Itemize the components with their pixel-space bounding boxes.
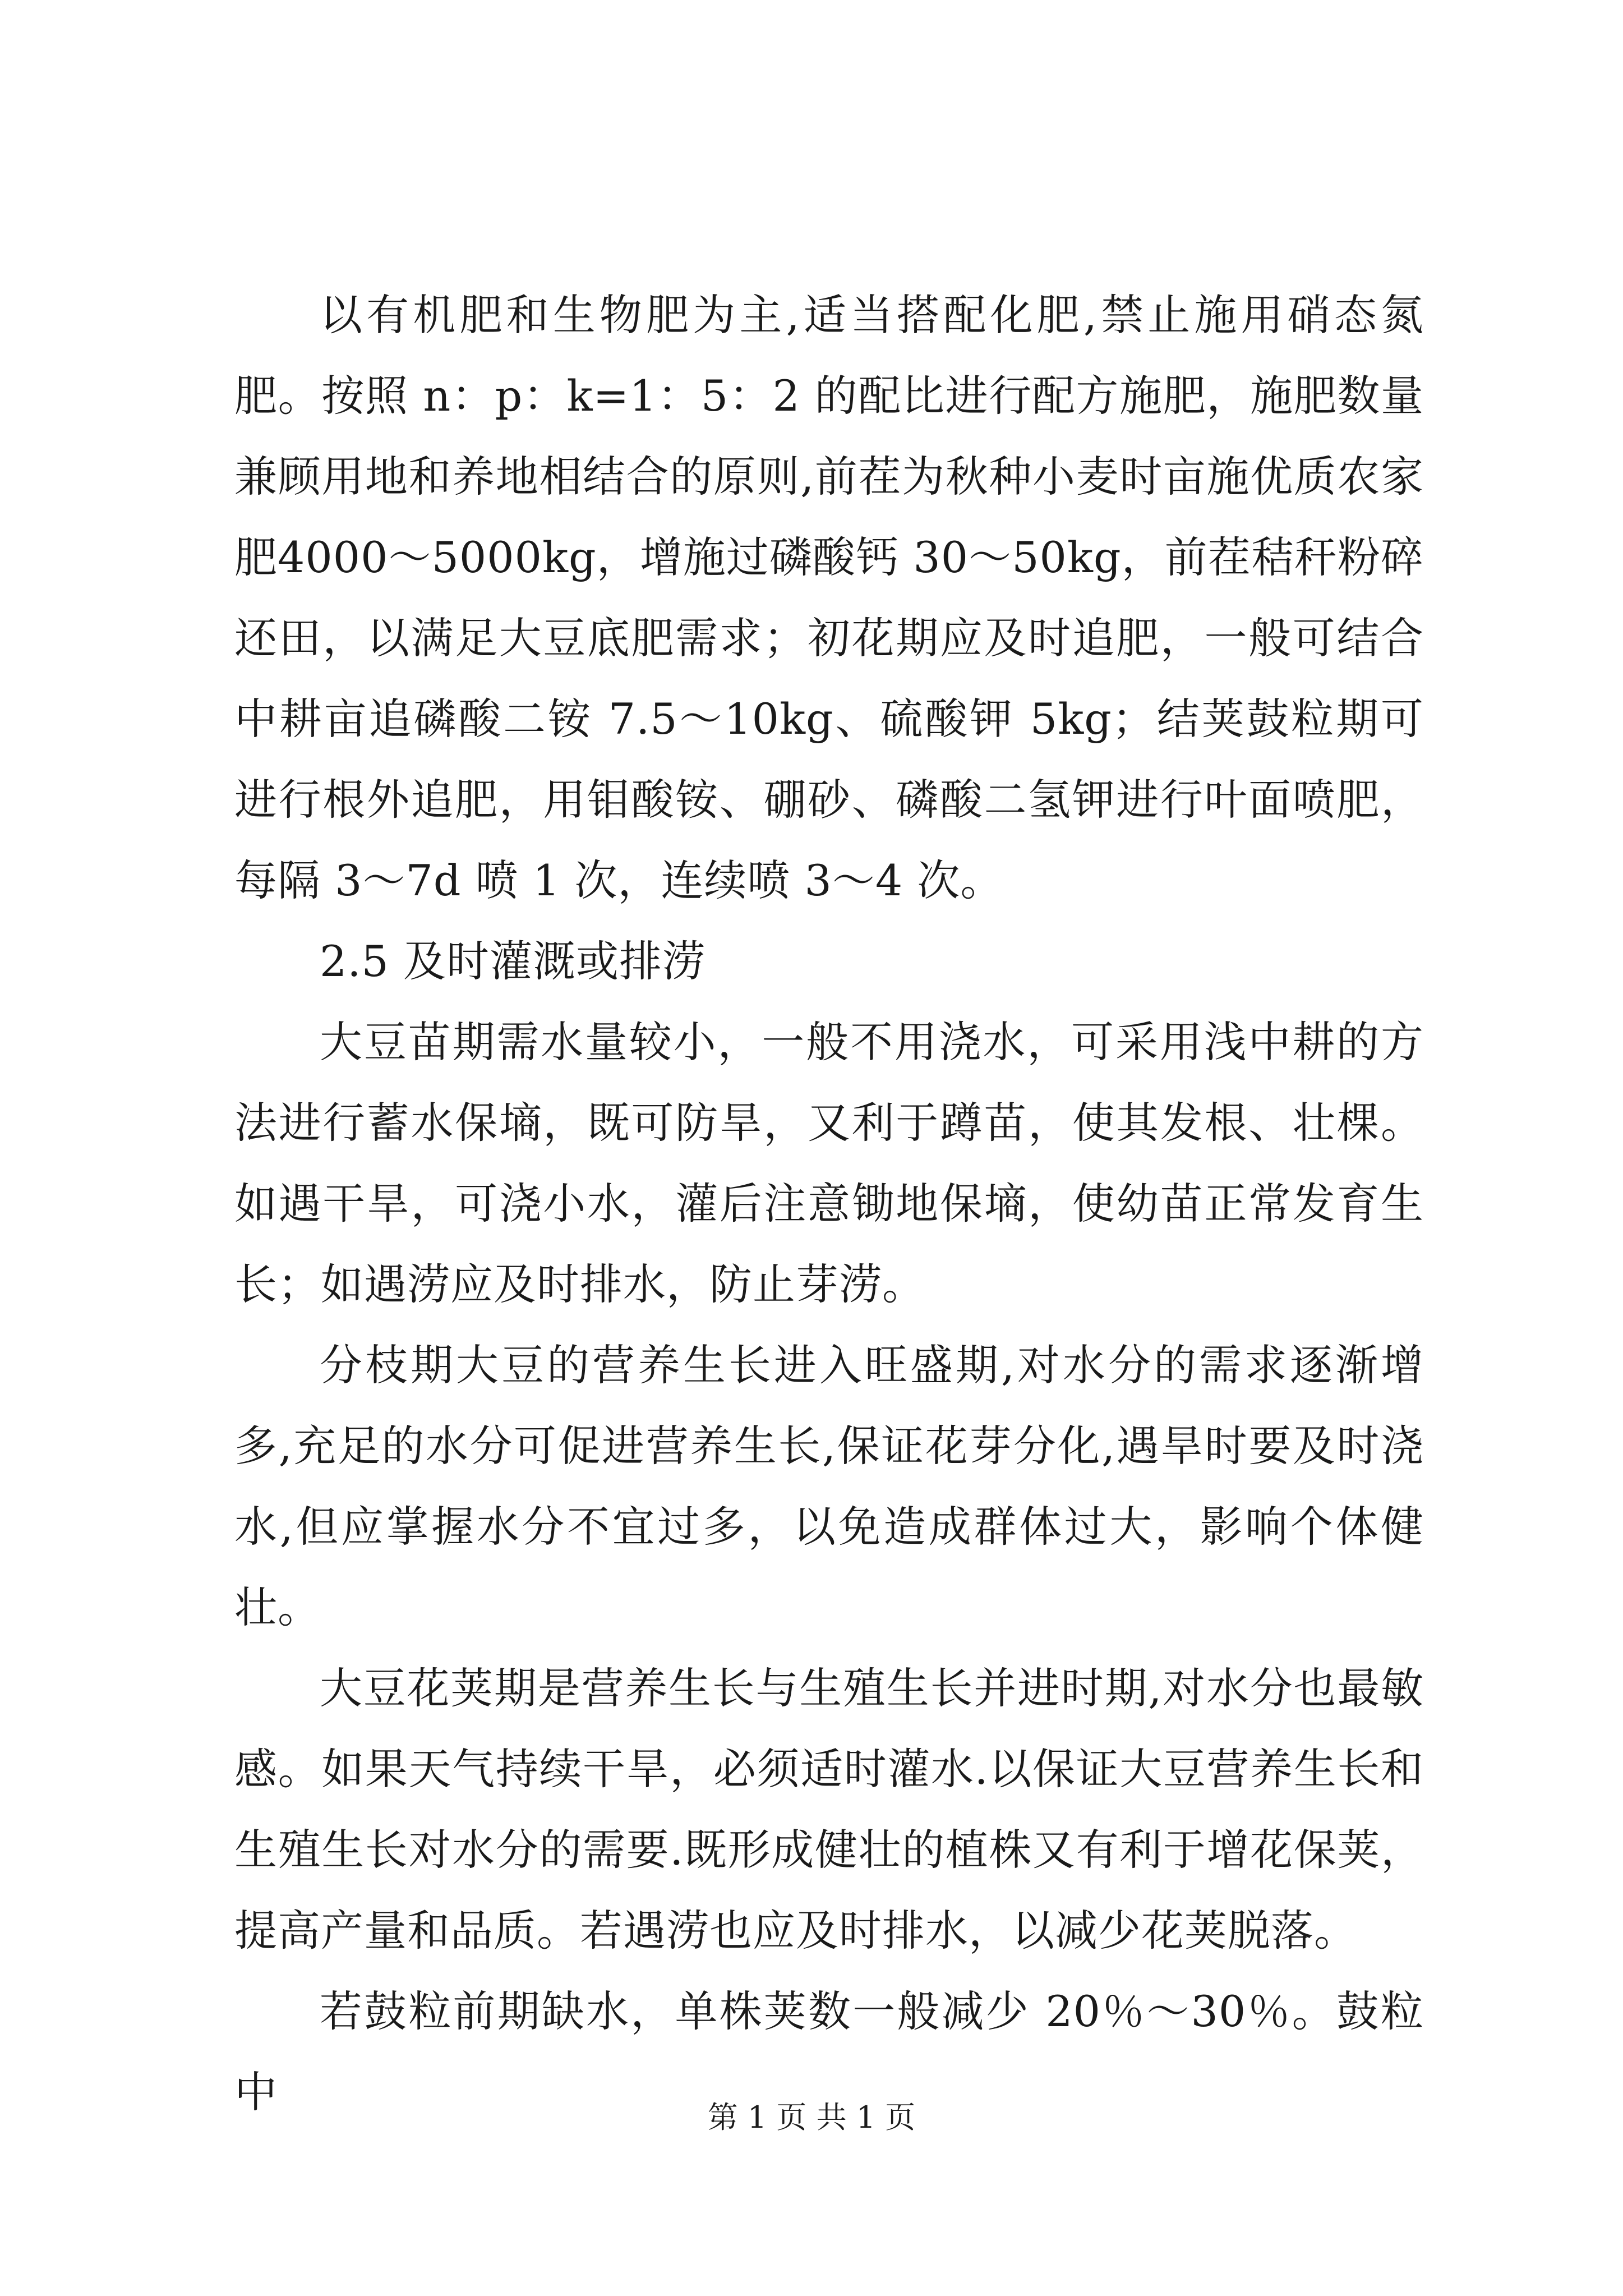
paragraph-seedling-stage: 大豆苗期需水量较小，一般不用浇水，可采用浅中耕的方法进行蓄水保墒，既可防旱，又利于蹲苗，使其发根、壮棵。如遇干旱，可浇小水，灌后注意锄地保墒，使幼苗正常发育生长；如遇涝应及时排水，防止芽涝。 <box>234 1017 1424 1309</box>
document-body <box>234 275 1424 2133</box>
paragraph-grain-filling-stage: 若鼓粒前期缺水，单株荚数一般减少 20％～30％。鼓粒中 <box>234 1986 1424 2117</box>
section-heading-irrigation: 2.5 及时灌溉或排涝 <box>320 936 706 986</box>
paragraph-flowering-pod-stage: 大豆花荚期是营养生长与生殖生长并进时期,对水分也最敏感。如果天气持续干旱，必须适时灌水.以保证大豆营养生长和生殖生长对水分的需要.既形成健壮的植株又有利于增花保荚，提高产量和品质。若遇涝也应及时排水，以减少花荚脱落。 <box>234 1663 1424 1955</box>
paragraph-fertilization: 以有机肥和生物肥为主,适当搭配化肥,禁止施用硝态氮肥。按照 n：p：k=1：5：2 的配比进行配方施肥，施肥数量兼顾用地和养地相结合的原则,前茬为秋种小麦时亩施优质农家肥4000～5000kg，增施过磷酸钙 30～50kg，前茬秸秆粉碎还田，以满足大豆底肥需求；初花期应及时追肥，一般可结合中耕亩追磷酸二铵 7.5～10kg、硫酸钾 5kg；结荚鼓粒期可进行根外追肥，用钼酸铵、硼砂、磷酸二氢钾进行叶面喷肥，每隔 3～7d 喷 1 次，连续喷 3～4 次。 <box>234 290 1424 905</box>
paragraph-branching-stage: 分枝期大豆的营养生长进入旺盛期,对水分的需求逐渐增多,充足的水分可促进营养生长,保证花芽分化,遇旱时要及时浇水,但应掌握水分不宜过多，以免造成群体过大，影响个体健壮。 <box>234 1340 1424 1632</box>
page-footer: 第 1 页 共 1 页 <box>707 2100 916 2135</box>
